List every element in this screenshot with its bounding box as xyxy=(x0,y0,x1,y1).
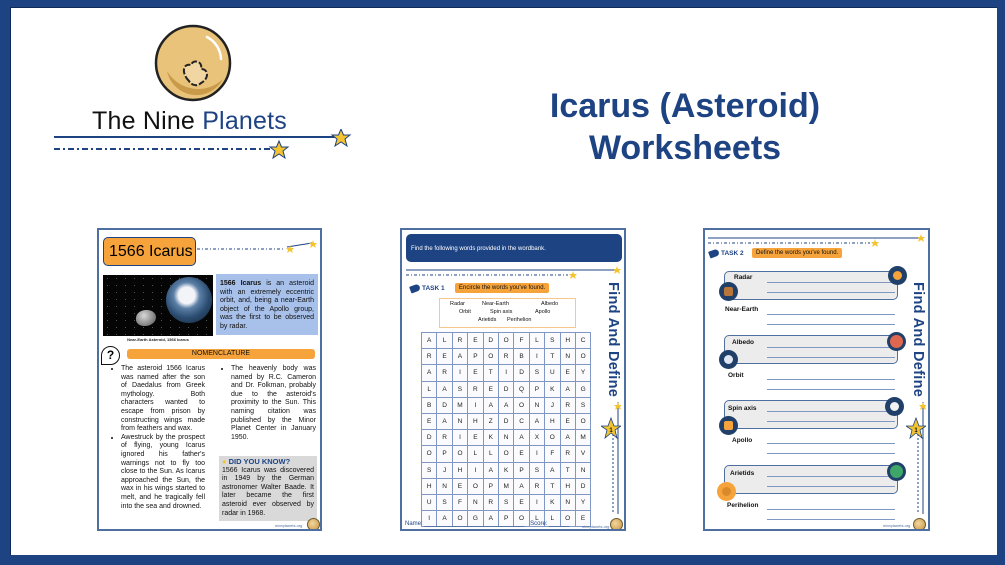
grid-cell[interactable]: N xyxy=(560,349,575,365)
star-badge-icon xyxy=(906,402,926,522)
grid-cell[interactable]: R xyxy=(483,494,498,510)
grid-cell[interactable]: P xyxy=(529,381,544,397)
grid-cell[interactable]: N xyxy=(498,430,513,446)
grid-row xyxy=(422,478,591,494)
grid-cell[interactable]: E xyxy=(437,349,452,365)
answer-line[interactable] xyxy=(767,379,895,380)
grid-cell[interactable]: R xyxy=(529,478,544,494)
bullets-left xyxy=(111,365,205,511)
answer-line[interactable] xyxy=(767,282,895,283)
answer-line[interactable] xyxy=(767,357,895,358)
grid-cell[interactable]: A xyxy=(437,413,452,429)
answer-line[interactable] xyxy=(767,453,895,454)
grid-cell[interactable]: E xyxy=(560,365,575,381)
grid-cell[interactable]: I xyxy=(529,446,544,462)
grid-cell[interactable]: D xyxy=(498,413,513,429)
term-label: Albedo xyxy=(732,339,755,346)
grid-cell[interactable]: H xyxy=(560,478,575,494)
saturn-icon xyxy=(888,266,907,285)
grid-cell[interactable]: N xyxy=(575,462,590,478)
grid-cell[interactable]: Y xyxy=(575,494,590,510)
answer-line[interactable] xyxy=(767,486,895,487)
bullet-item: • The heavenly body was named by R.C. Cameron and Dr. Folkman, probably due to the asteroid's proximity to the Sun. This naming citation was published by the Minor Planet Center in January 1950. xyxy=(231,365,316,442)
answer-line[interactable] xyxy=(767,509,895,510)
grid-cell[interactable]: E xyxy=(452,478,467,494)
title-line-1: Icarus (Asteroid) xyxy=(549,87,821,125)
task-label xyxy=(709,250,744,257)
grid-cell[interactable]: K xyxy=(483,430,498,446)
wordbank-word: Albedo xyxy=(541,301,559,307)
answer-line[interactable] xyxy=(767,411,895,412)
grid-cell[interactable]: K xyxy=(545,381,560,397)
planet-heart-icon xyxy=(153,23,233,103)
grid-cell[interactable]: A xyxy=(422,333,437,349)
grid-cell[interactable]: O xyxy=(498,333,513,349)
grid-cell[interactable]: O xyxy=(452,511,467,527)
wordbank-word: Orbit xyxy=(459,309,471,315)
grid-cell[interactable]: M xyxy=(498,478,513,494)
term-label: Orbit xyxy=(728,372,744,379)
grid-cell[interactable]: U xyxy=(545,365,560,381)
grid-cell[interactable]: O xyxy=(575,413,590,429)
answer-line[interactable] xyxy=(767,314,895,315)
grid-cell[interactable]: B xyxy=(514,349,529,365)
grid-cell[interactable]: S xyxy=(529,365,544,381)
star-badge-icon xyxy=(601,402,621,522)
grid-cell[interactable]: D xyxy=(483,333,498,349)
question-icon: ? xyxy=(101,346,120,365)
score-field: Score: ______ xyxy=(530,521,570,527)
worksheet-preview-wordsearch[interactable] xyxy=(400,228,626,531)
footer-logo-icon xyxy=(307,518,320,531)
grid-cell[interactable]: I xyxy=(468,462,483,478)
grid-cell[interactable]: T xyxy=(483,365,498,381)
grid-cell[interactable]: D xyxy=(498,381,513,397)
grid-cell[interactable]: S xyxy=(545,333,560,349)
grid-cell[interactable]: O xyxy=(498,446,513,462)
wordbank-word: Perihelion xyxy=(507,317,532,323)
did-you-know-box xyxy=(219,456,317,521)
did-you-know-title: DID YOU KNOW? xyxy=(228,457,291,466)
grid-cell[interactable]: O xyxy=(514,511,529,527)
grid-cell[interactable]: A xyxy=(514,430,529,446)
grid-cell[interactable]: R xyxy=(468,381,483,397)
footer-site: nineplanets.org xyxy=(275,523,303,528)
grid-cell[interactable]: O xyxy=(468,478,483,494)
telescope-icon xyxy=(885,397,904,416)
grid-cell[interactable]: P xyxy=(498,511,513,527)
tag-icon xyxy=(708,249,720,259)
grid-cell[interactable]: L xyxy=(545,511,560,527)
grid-cell[interactable]: C xyxy=(514,413,529,429)
grid-cell[interactable]: H xyxy=(452,462,467,478)
grid-cell[interactable]: Y xyxy=(575,365,590,381)
grid-cell[interactable]: R xyxy=(437,365,452,381)
grid-cell[interactable]: O xyxy=(575,349,590,365)
grid-cell[interactable]: A xyxy=(560,381,575,397)
grid-cell[interactable]: O xyxy=(452,446,467,462)
grid-row xyxy=(422,397,591,413)
grid-cell[interactable]: R xyxy=(422,349,437,365)
grid-cell[interactable]: I xyxy=(452,430,467,446)
grid-cell[interactable]: L xyxy=(529,333,544,349)
term-label: Near-Earth xyxy=(725,306,759,313)
grid-cell[interactable]: M xyxy=(575,430,590,446)
grid-cell[interactable]: C xyxy=(575,333,590,349)
grid-cell[interactable]: E xyxy=(468,333,483,349)
grid-cell[interactable]: A xyxy=(545,462,560,478)
worksheet-preview-definitions[interactable] xyxy=(703,228,930,531)
intro-text: is an asteroid with an extremely eccentric orbit, and, being a near-Earth object of the Apollo group, was the first to be observed by radar. xyxy=(220,280,314,330)
intro-bold: 1566 Icarus xyxy=(220,280,262,287)
grid-cell[interactable]: S xyxy=(498,494,513,510)
grid-cell[interactable]: I xyxy=(468,397,483,413)
earth-icon xyxy=(887,462,906,481)
task-instruction: Define the words you've found. xyxy=(752,248,842,258)
grid-cell[interactable]: H xyxy=(468,413,483,429)
grid-cell[interactable]: U xyxy=(422,494,437,510)
grid-cell[interactable]: E xyxy=(514,494,529,510)
grid-cell[interactable]: P xyxy=(437,446,452,462)
grid-cell[interactable]: H xyxy=(422,478,437,494)
word-search-grid xyxy=(421,332,591,527)
term-label: Radar xyxy=(734,274,753,281)
intro-box xyxy=(216,274,318,335)
grid-cell[interactable]: A xyxy=(483,462,498,478)
grid-cell[interactable]: N xyxy=(560,494,575,510)
grid-cell[interactable]: A xyxy=(483,397,498,413)
answer-line[interactable] xyxy=(767,476,895,477)
grid-cell[interactable]: G xyxy=(575,381,590,397)
photo-caption: Near-Earth Asteroid, 1566 Icarus xyxy=(127,337,189,342)
footer-site: nineplanets.org xyxy=(582,524,610,529)
answer-line[interactable] xyxy=(767,443,895,444)
grid-cell[interactable]: I xyxy=(452,365,467,381)
grid-row xyxy=(422,446,591,462)
task-label xyxy=(410,285,445,292)
grid-cell[interactable]: S xyxy=(575,397,590,413)
grid-cell[interactable]: D xyxy=(575,478,590,494)
grid-cell[interactable]: N xyxy=(529,397,544,413)
grid-cell[interactable]: N xyxy=(468,494,483,510)
grid-cell[interactable]: N xyxy=(437,478,452,494)
grid-cell[interactable]: S xyxy=(529,462,544,478)
instruction-banner: Find the following words provided in the wordbank. xyxy=(406,234,622,262)
grid-cell[interactable]: O xyxy=(483,349,498,365)
svg-text:1: 1 xyxy=(914,428,918,434)
lightbulb-icon: ● xyxy=(222,457,227,466)
wordbank-word: Near-Earth xyxy=(482,301,509,307)
mars-icon xyxy=(887,332,906,351)
grid-row xyxy=(422,494,591,510)
planet-icon xyxy=(717,482,736,501)
grid-cell[interactable]: F xyxy=(514,333,529,349)
did-you-know-text: 1566 Icarus was discovered in 1949 by the German astronomer Walter Baade. It later became the first asteroid ever observed by radar in 1968. xyxy=(222,466,314,517)
answer-line[interactable] xyxy=(767,421,895,422)
answer-line[interactable] xyxy=(767,347,895,348)
term-label: Apollo xyxy=(732,437,753,444)
sheet-heading: 1566 Icarus xyxy=(103,237,196,266)
grid-cell[interactable]: O xyxy=(422,446,437,462)
grid-cell[interactable]: R xyxy=(560,446,575,462)
grid-cell[interactable]: K xyxy=(545,494,560,510)
satellite-icon xyxy=(719,416,738,435)
grid-row xyxy=(422,462,591,478)
grid-cell[interactable]: J xyxy=(437,462,452,478)
grid-cell[interactable]: A xyxy=(437,381,452,397)
logo-underline-decoration xyxy=(54,129,354,169)
bullets-right xyxy=(221,365,316,442)
section-title: NOMENCLATURE xyxy=(127,349,315,359)
grid-cell[interactable]: P xyxy=(468,349,483,365)
grid-cell[interactable]: I xyxy=(422,511,437,527)
grid-cell[interactable]: Q xyxy=(514,381,529,397)
wordbank xyxy=(439,298,576,328)
grid-cell[interactable]: O xyxy=(560,511,575,527)
wordbank-word: Spin axis xyxy=(490,309,513,315)
grid-row xyxy=(422,381,591,397)
grid-cell[interactable]: R xyxy=(452,333,467,349)
wordbank-word: Radar xyxy=(450,301,465,307)
grid-cell[interactable]: T xyxy=(545,349,560,365)
grid-cell[interactable]: E xyxy=(483,381,498,397)
grid-cell[interactable]: P xyxy=(483,478,498,494)
answer-line[interactable] xyxy=(767,389,895,390)
grid-cell[interactable]: L xyxy=(529,511,544,527)
bullet-item: • Awestruck by the prospect of flying, young Icarus ignored his father's warnings not to fly too close to the Sun. As Icarus approached the Sun, the wax in his wings started to melt, and he tragically fell into the sea and drowned. xyxy=(121,434,205,511)
grid-cell[interactable]: D xyxy=(514,365,529,381)
astronaut-icon xyxy=(719,350,738,369)
grid-cell[interactable]: A xyxy=(498,397,513,413)
grid-cell[interactable]: S xyxy=(452,381,467,397)
grid-cell[interactable]: D xyxy=(437,397,452,413)
grid-cell[interactable]: S xyxy=(422,462,437,478)
side-title: Find And Define xyxy=(910,282,926,398)
grid-cell[interactable]: L xyxy=(422,381,437,397)
grid-cell[interactable]: I xyxy=(529,349,544,365)
grid-cell[interactable]: I xyxy=(498,365,513,381)
answer-line[interactable] xyxy=(767,292,895,293)
grid-cell[interactable]: L xyxy=(483,446,498,462)
grid-cell[interactable]: R xyxy=(498,349,513,365)
tag-icon xyxy=(409,284,421,294)
grid-cell[interactable]: P xyxy=(514,462,529,478)
grid-cell[interactable]: R xyxy=(560,397,575,413)
grid-cell[interactable]: J xyxy=(545,397,560,413)
grid-cell[interactable]: K xyxy=(498,462,513,478)
grid-cell[interactable]: Z xyxy=(483,413,498,429)
grid-cell[interactable]: E xyxy=(422,413,437,429)
grid-cell[interactable]: I xyxy=(529,494,544,510)
wordbank-word: Apollo xyxy=(535,309,551,315)
grid-cell[interactable]: A xyxy=(422,365,437,381)
grid-cell[interactable]: E xyxy=(560,413,575,429)
grid-cell[interactable]: L xyxy=(468,446,483,462)
grid-cell[interactable]: O xyxy=(514,397,529,413)
svg-text:1: 1 xyxy=(609,428,613,434)
grid-row xyxy=(422,333,591,349)
footer-site: nineplanets.org xyxy=(883,523,911,528)
wordbank-word: Arietids xyxy=(478,317,497,323)
grid-cell[interactable]: V xyxy=(575,446,590,462)
side-title: Find And Define xyxy=(605,282,621,398)
grid-cell[interactable]: B xyxy=(422,397,437,413)
grid-cell[interactable]: A xyxy=(560,430,575,446)
asteroid-earth-photo xyxy=(103,275,213,336)
worksheet-preview-facts[interactable] xyxy=(97,228,322,531)
grid-cell[interactable]: F xyxy=(452,494,467,510)
grid-cell[interactable]: E xyxy=(468,365,483,381)
grid-cell[interactable]: G xyxy=(468,511,483,527)
page-title xyxy=(510,85,860,169)
grid-cell[interactable]: A xyxy=(452,349,467,365)
grid-row xyxy=(422,349,591,365)
task-label-text: TASK 2 xyxy=(721,250,744,258)
grid-cell[interactable]: A xyxy=(483,511,498,527)
grid-cell[interactable]: A xyxy=(514,478,529,494)
title-line-2: Worksheets xyxy=(588,129,782,167)
grid-cell[interactable]: A xyxy=(529,413,544,429)
grid-cell[interactable]: A xyxy=(437,511,452,527)
grid-cell[interactable]: E xyxy=(514,446,529,462)
top-line-decoration xyxy=(708,234,926,248)
term-label: Perihelion xyxy=(727,502,759,509)
answer-line[interactable] xyxy=(767,519,895,520)
logo-text-accent: Planets xyxy=(202,107,287,135)
crate-icon xyxy=(719,282,738,301)
term-label: Arietids xyxy=(730,470,755,477)
term-label: Spin axis xyxy=(728,405,757,412)
grid-cell[interactable]: L xyxy=(437,333,452,349)
grid-row xyxy=(422,413,591,429)
grid-cell[interactable]: X xyxy=(529,430,544,446)
grid-cell[interactable]: E xyxy=(468,430,483,446)
grid-cell[interactable]: M xyxy=(452,397,467,413)
bullet-item: • The asteroid 1566 Icarus was named after the son of Daedalus from Greek mythology. Both characters wanted to escape from prison by constructing wings made from feathers and wax. xyxy=(121,365,205,434)
banner-line-decoration xyxy=(406,266,622,280)
grid-cell[interactable]: R xyxy=(437,430,452,446)
name-field: Name: ______________________________ xyxy=(405,521,525,527)
grid-cell[interactable]: F xyxy=(545,446,560,462)
logo-text-main: The Nine xyxy=(92,107,203,135)
grid-cell[interactable]: O xyxy=(545,430,560,446)
grid-row xyxy=(422,430,591,446)
task-instruction: Encircle the words you've found. xyxy=(455,283,549,293)
grid-row xyxy=(422,365,591,381)
name-score-line xyxy=(405,521,569,527)
grid-cell[interactable]: H xyxy=(545,413,560,429)
task-label-text: TASK 1 xyxy=(422,285,445,293)
grid-cell[interactable]: D xyxy=(422,430,437,446)
grid-cell[interactable]: H xyxy=(560,333,575,349)
grid-cell[interactable]: T xyxy=(545,478,560,494)
grid-cell[interactable]: T xyxy=(560,462,575,478)
answer-line[interactable] xyxy=(767,324,895,325)
heading-line-decoration xyxy=(197,240,319,254)
grid-cell[interactable]: N xyxy=(452,413,467,429)
grid-cell[interactable]: E xyxy=(575,511,590,527)
grid-cell[interactable]: S xyxy=(437,494,452,510)
